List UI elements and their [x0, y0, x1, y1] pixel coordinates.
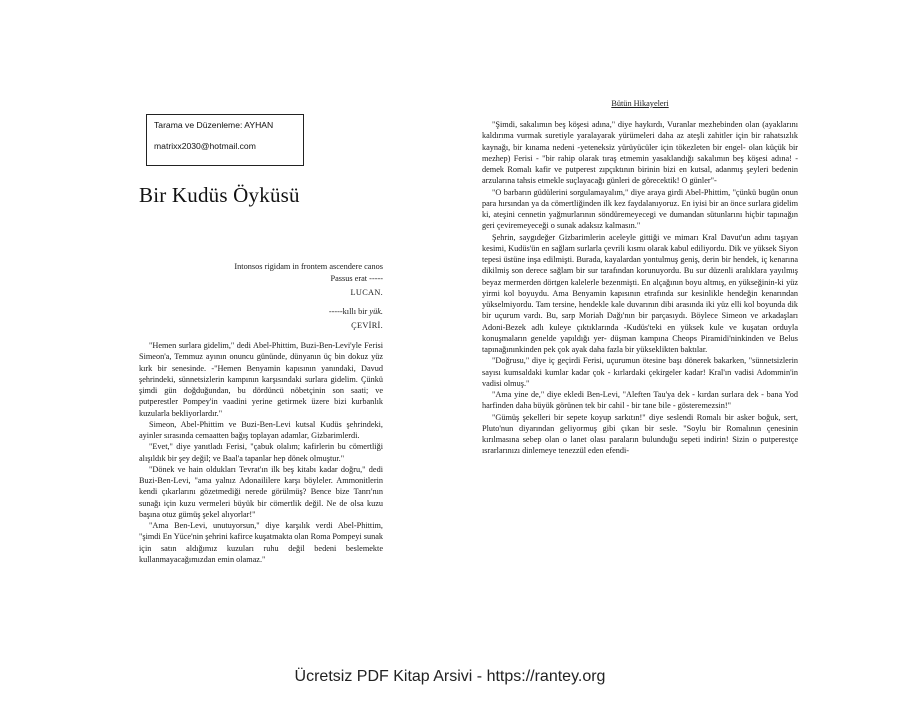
paragraph: "Gümüş şekelleri bir sepete koyup sarkıtın!" diye seslendi Romalı bir asker boğuk, sert, Pluto'nun diyarından geliyormuş gibi çıkan bir sesle. "Soylu bir Romalının çenesinin kırılmasına sebep olan o lanet olası paraların bulunduğu sepeti indirin! Sizin o putperestçe ısrarlarınızı dinlemeye tenezzül eden efendi- — [482, 412, 798, 456]
paragraph: "O barbarın güdülerini sorgulamayalım," diye araya girdi Abel-Phittim, "çünkü bugün onun para hırsından ya da cömertliğinden ilk kez faydalanıyoruz. En iyisi bir an önce surlara gidelim ki, ateşini cennetin yağmurlarının söndüremeyecegi ve dumandan sütunlarını hiçbir tapınağın geri çeviremeyeceği o sunak adaksız kalmasın." — [482, 187, 798, 231]
running-header: Bütün Hikayeleri — [611, 99, 669, 108]
paragraph: "Ama yine de," diye ekledi Ben-Levi, "Aleften Tau'ya dek - kırdan surlara dek - bana Yod harfinden daha büyük görünen tek bir cahil - bir tane bile - gösteremezsin!" — [482, 390, 798, 411]
left-page-body — [139, 340, 383, 565]
scan-credit-box — [146, 114, 304, 166]
epigraph-translation — [139, 306, 383, 318]
story-title: Bir Kudüs Öyküsü — [139, 183, 300, 207]
right-page-body — [482, 119, 798, 457]
epigraph-line-1: Intonsos rigidam in frontem ascendere canos — [234, 262, 383, 271]
footer-archive-link[interactable]: Ücretsiz PDF Kitap Arsivi - https://rantey.org — [294, 668, 606, 685]
paragraph: "Doğrusu," diye iç geçirdi Ferisi, uçurumun ötesine başı dönerek bakarken, "sünnetsizlerin sayısı kumsaldaki kumlar kadar çok - kırlardaki çekirgeler kadar! Kral'ın vadisi Adommin'in vadisi olmuş." — [482, 356, 798, 388]
epigraph-translation-italic: yük. — [369, 307, 383, 316]
epigraph-line-2: Passus erat ----- — [330, 274, 383, 283]
paragraph: "Şimdi, sakalımın beş köşesi adına," diye haykırdı, Vuranlar mezhebinden olan (ayaklarını kaldırıma vurmak suretiyle yaralayarak yürümeleri daha az ateşli zahitler için bir rahatsızlık kaynağı, bir kınama nedeni -yeteneksiz yürüyücüler için tökezleten bir engel- olan küçük bir mezhep) Ferisi - "bir rahip olarak tıraş etmemin yasaklandığı sakalımın beş köşesi adına! - demek Romalı kafir ve putperest zıpçıktının birinin bizi en kutsal, adanmış şeyleri bedenin arzularına tahsis etmekle suçlayacağı günleri de görecektik! O günler"- — [482, 120, 798, 186]
paragraph: "Hemen surlara gidelim," dedi Abel-Phittim, Buzi-Ben-Levi'yle Ferisi Simeon'a, Temmuz ayının onuncu gününde, dünyanın üç bin dokuz yüz kırk bir senesinde. -"Hemen Benyamin kapısının yanındaki, Davud şehrindeki, sünnetsizlerin kampının karşısındaki surlara gidelim. Çünkü şimdi gün doğduğundan, bu dördüncü nöbetçinin son saati; ve putperestler Pompey'in vaadini yerine getirmek üzere bizi kurbanlık kuzularla bekliyorlardır." — [139, 341, 383, 418]
paragraph: Simeon, Abel-Phittim ve Buzi-Ben-Levi kutsal Kudüs şehrindeki, ayinler sırasında cemaatten bağış toplayan adamlar, Gizbarimlerdi. — [139, 419, 383, 440]
epigraph-translation-text: -----kıllı bir — [328, 307, 370, 316]
paragraph: "Dönek ve hain oldukları Tevrat'ın ilk beş kitabı kadar doğru," dedi Buzi-Ben-Levi, "ama yalnız Adonaililere karşı böyleler. Ammonitlerin kendi çıkarlarını gözetmediği nerede görülmüş? Bence bize Tanrı'nın sunağı için kuzu vermeleri büyük bir cömertlik değil. Ne de olsa kuzu başına otuz gümüş şekel alıyorlar!" — [139, 464, 383, 519]
scan-credit-email: matrixx2030@hotmail.com — [154, 141, 256, 151]
paragraph: "Ama Ben-Levi, unutuyorsun," diye karşılık verdi Abel-Phittim, "şimdi En Yüce'nin şehrini kafirce kuşatmakta olan Roma Pompeyi sunak için satın aldığımız kuzuları ruhu değil bedeni beslemekte kullanmayacağımızdan emin olamaz." — [139, 521, 383, 564]
epigraph-translation-note: ÇEVİRİ. — [351, 321, 383, 330]
epigraph-author: LUCAN. — [350, 288, 383, 297]
paragraph: Şehrin, saygıdeğer Gizbarimlerin aceleyle gittiği ve mimarı Kral Davut'un adını taşıyan kesimi, Kudüs'ün en sağlam surlarla çevrili kısmı olarak kabul ediliyordu. Dik ve yüksek Siyon tepesi üstüne inşa edilmişti. Burada, kayalardan yontulmuş geniş, derin bir hendek, iç kenarına dikilmiş son derece sağlam bir sur tarafından korunuyordu. Bu sur düzenli aralıklara yayılmış beyaz mermerden dörtgen kalelerle bezenmişti. En alçağının boyu altmış, en yükseğinin-ki yüz yirmi kol boyuydu. Ama Benyamin kapısının etrafında sur kesinlikle hendeğin kenarından yükselmiyordu. Tam tersine, hendekle kale duvarının dibi arasında iki yüz elli kol boyunda dik bir uçurum vardı. Bu, sarp Moriah Dağı'nın bir parçasıydı. Böylece Simeon ve arkadaşları Adoni-Bezek adlı kuleye çıktıklarında -Kudüs'teki en yüksek kule ve kuşatan orduyla konuşmaların genelde yapıldığı yer- düşman kampına Cheops Piramidi'ninkinden ve Belus tapınağınınkinden pek çok ayak daha fazla bir yükseklikten baktılar. — [482, 232, 798, 354]
paragraph: "Evet," diye yanıtladı Ferisi, "çabuk olalım; kafirlerin bu cömertliği alışıldık bir şey değil; ve Baal'a tapanlar hep dönek olmuştur." — [139, 442, 383, 463]
scan-credit-line: Tarama ve Düzenleme: AYHAN — [154, 120, 274, 130]
